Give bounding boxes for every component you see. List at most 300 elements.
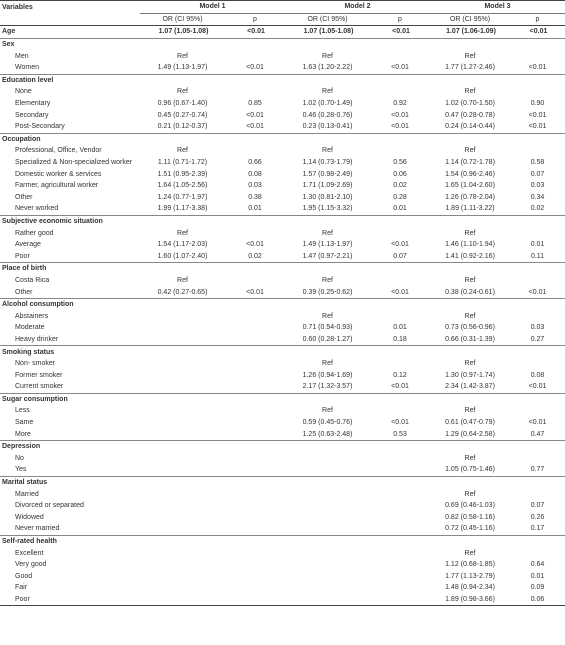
model-1-p-cell <box>225 523 285 535</box>
model-1-p-cell: <0.01 <box>246 111 264 119</box>
table-row <box>0 98 565 110</box>
model-2-or-cell: 0.39 (0.25-0.62) <box>302 288 353 296</box>
model-1-p-cell <box>225 559 285 571</box>
model-3-p-cell: 0.03 <box>530 324 545 332</box>
model-1-p-cell <box>225 263 285 275</box>
model-2-or-cell <box>285 476 370 488</box>
model-1-p-cell <box>225 417 285 429</box>
model-2-p-cell <box>370 464 430 476</box>
model-1-or-cell: 1.11 (0.71-1.72) <box>157 159 208 167</box>
model-3-p-cell: 0.90 <box>530 100 545 108</box>
model-3-p-cell: 0.08 <box>530 371 545 379</box>
model-1-p-cell <box>225 393 285 405</box>
model-2-p-cell <box>370 227 430 239</box>
model-1-or-cell: Ref <box>177 52 188 60</box>
model-2-or-header: OR (CI 95%) <box>285 13 370 26</box>
row-label: Non- smoker <box>15 360 56 368</box>
model-1-or-cell <box>140 358 225 370</box>
model-1-p-cell <box>225 50 285 62</box>
model-3-p-cell: 0.01 <box>530 572 545 580</box>
model-1-p-cell <box>225 535 285 547</box>
model-2-p-cell: <0.01 <box>391 419 409 427</box>
model-3-or-cell <box>430 476 510 488</box>
model-2-or-cell <box>285 215 370 227</box>
row-label: Professional, Office, Vendor <box>15 147 102 155</box>
table-row <box>0 145 565 157</box>
model-3-p-cell <box>510 535 565 547</box>
table-row <box>0 381 565 393</box>
model-1-p-cell <box>225 86 285 98</box>
model-3-p-cell: 0.64 <box>530 561 545 569</box>
model-3-or-cell: Ref <box>464 312 476 320</box>
model-3-p-cell <box>510 50 565 62</box>
model-2-p-cell: 0.18 <box>393 335 407 343</box>
row-label: Costa Rica <box>15 276 50 284</box>
model-1-or-cell: 1.24 (0.77-1.97) <box>157 193 208 201</box>
model-3-or-cell: 1.77 (1.27-2.46) <box>445 64 495 72</box>
header-row-stats <box>0 13 565 26</box>
row-label: More <box>15 430 31 438</box>
group-label: Smoking status <box>0 346 140 358</box>
model-2-or-cell <box>285 594 370 606</box>
table-group-row <box>0 346 565 358</box>
model-1-or-cell: Ref <box>177 229 188 237</box>
table-row <box>0 168 565 180</box>
model-3-or-cell <box>430 133 510 145</box>
model-2-p-cell: 0.07 <box>393 252 407 260</box>
model-3-or-cell: 0.73 (0.56-0.96) <box>445 324 495 332</box>
model-3-p-cell <box>510 38 565 50</box>
table-row <box>0 512 565 524</box>
model-2-or-cell <box>285 582 370 594</box>
model-2-or-cell <box>285 523 370 535</box>
table-row <box>0 369 565 381</box>
table-group-row <box>0 298 565 310</box>
row-label: Elementary <box>15 100 51 108</box>
row-label: Poor <box>15 252 30 260</box>
model-1-p-cell <box>225 275 285 287</box>
model-2-p-cell <box>370 346 430 358</box>
model-3-p-cell: 0.27 <box>530 335 545 343</box>
model-2-p-cell <box>370 275 430 287</box>
model-1-or-cell <box>140 594 225 606</box>
model-3-or-cell: 1.07 (1.06-1.09) <box>430 26 510 39</box>
row-label: Moderate <box>15 324 45 332</box>
model-1-or-cell: 1.60 (1.07-2.40) <box>157 252 208 260</box>
model-1-or-cell <box>140 476 225 488</box>
model-3-or-cell: 0.82 (0.58-1.16) <box>445 513 495 521</box>
row-label: Domestic worker & services <box>15 170 102 178</box>
model-2-p-cell: <0.01 <box>370 26 430 39</box>
table-row <box>0 417 565 429</box>
model-2-or-cell: 1.30 (0.81-2.10) <box>302 193 353 201</box>
model-2-or-cell <box>285 559 370 571</box>
model-3-or-cell <box>430 535 510 547</box>
model-3-or-cell: 1.41 (0.92-2.16) <box>445 252 495 260</box>
table-row <box>0 86 565 98</box>
table-row <box>0 500 565 512</box>
model-2-or-cell: Ref <box>322 360 333 368</box>
model-2-or-cell <box>285 547 370 559</box>
model-2-p-cell <box>370 310 430 322</box>
model-3-p-cell <box>510 488 565 500</box>
group-label: Age <box>0 26 140 39</box>
model-1-p-cell: <0.01 <box>246 64 264 72</box>
model-1-or-cell <box>140 488 225 500</box>
model-3-or-cell: 1.30 (0.97-1.74) <box>445 371 495 379</box>
table-row <box>0 405 565 417</box>
model-1-or-cell <box>140 381 225 393</box>
model-1-or-cell <box>140 405 225 417</box>
model-1-or-cell: 0.45 (0.27-0.74) <box>157 111 208 119</box>
model-1-p-cell <box>225 298 285 310</box>
table-row <box>0 250 565 262</box>
model-3-or-cell: 0.72 (0.45-1.16) <box>445 525 495 533</box>
row-label: Women <box>15 64 39 72</box>
model-1-p-cell <box>225 594 285 606</box>
model-2-p-cell: <0.01 <box>391 123 409 131</box>
row-label: Widowed <box>15 513 44 521</box>
model-1-or-cell: Ref <box>177 147 188 155</box>
model-1-p-cell <box>225 227 285 239</box>
model-2-p-cell: 0.28 <box>393 193 407 201</box>
table-row <box>0 559 565 571</box>
model-2-or-cell: 0.71 (0.54-0.93) <box>302 324 353 332</box>
model-1-or-cell <box>140 263 225 275</box>
model-1-p-cell <box>225 358 285 370</box>
model-2-p-cell <box>370 38 430 50</box>
model-2-or-cell: 1.71 (1.09-2.69) <box>302 182 353 190</box>
model-3-p-cell <box>510 145 565 157</box>
model-1-or-cell <box>140 571 225 583</box>
model-1-or-cell: 1.07 (1.05-1.08) <box>140 26 225 39</box>
model-2-or-cell <box>285 464 370 476</box>
row-label: Married <box>15 490 39 498</box>
table-group-row <box>0 440 565 452</box>
model-3-p-cell <box>510 547 565 559</box>
model-3-p-cell: 0.02 <box>530 205 545 213</box>
model-1-or-cell <box>140 464 225 476</box>
model-2-p-cell <box>370 523 430 535</box>
model-2-p-cell <box>370 559 430 571</box>
model-2-p-cell <box>370 571 430 583</box>
model-1-p-cell: 0.38 <box>248 193 262 201</box>
model-1-p-cell <box>225 346 285 358</box>
table-row <box>0 582 565 594</box>
header-blank-cell <box>0 13 140 26</box>
model-1-p-cell <box>225 488 285 500</box>
model-2-or-cell: Ref <box>322 407 333 415</box>
model-1-p-cell <box>225 405 285 417</box>
model-2-p-cell: <0.01 <box>391 64 409 72</box>
model-1-p-cell <box>225 334 285 346</box>
model-3-p-cell <box>510 298 565 310</box>
model-2-or-cell <box>285 393 370 405</box>
model-2-or-cell: 0.23 (0.13-0.41) <box>302 123 353 131</box>
table-row <box>0 358 565 370</box>
model-1-p-header: p <box>225 13 285 26</box>
model-3-p-cell: 0.34 <box>530 193 545 201</box>
model-2-p-cell <box>370 50 430 62</box>
model-2-p-cell <box>370 263 430 275</box>
model-3-or-cell: Ref <box>464 52 476 60</box>
model-3-or-cell: 1.05 (0.75-1.46) <box>445 466 495 474</box>
model-2-or-cell: 1.57 (0.98-2.49) <box>302 170 353 178</box>
model-3-p-cell: 0.07 <box>530 502 545 510</box>
model-3-p-cell: <0.01 <box>528 123 547 131</box>
model-2-or-cell: 1.95 (1.15-3.32) <box>302 205 353 213</box>
model-2-p-cell: <0.01 <box>391 288 409 296</box>
model-2-or-cell <box>285 500 370 512</box>
model-1-or-cell: 1.49 (1.13-1.97) <box>157 64 208 72</box>
model-1-p-cell <box>225 38 285 50</box>
model-3-or-cell: 1.02 (0.70-1.50) <box>445 100 495 108</box>
model-2-or-cell <box>285 440 370 452</box>
model-2-p-header: p <box>370 13 430 26</box>
row-label: Heavy drinker <box>15 335 59 343</box>
table-row <box>0 239 565 251</box>
model-1-p-cell <box>225 500 285 512</box>
model-3-or-cell <box>430 38 510 50</box>
model-3-or-cell: 1.46 (1.10-1.94) <box>445 241 495 249</box>
model-1-or-cell <box>140 346 225 358</box>
model-1-or-cell <box>140 369 225 381</box>
table-group-row <box>0 133 565 145</box>
model-1-or-cell: 0.96 (0.67-1.40) <box>157 100 208 108</box>
model-1-or-cell <box>140 74 225 86</box>
model-1-or-cell: 0.21 (0.12-0.37) <box>157 123 208 131</box>
table-group-row <box>0 476 565 488</box>
model-2-p-cell <box>370 488 430 500</box>
model-2-or-cell: 1.02 (0.70-1.49) <box>302 100 353 108</box>
model-2-or-cell <box>285 74 370 86</box>
model-3-p-cell <box>510 440 565 452</box>
model-1-or-cell <box>140 322 225 334</box>
model-2-p-cell <box>370 582 430 594</box>
model-1-or-cell <box>140 453 225 465</box>
model-1-or-header: OR (CI 95%) <box>140 13 225 26</box>
row-label: Average <box>15 241 41 249</box>
model-3-p-cell: <0.01 <box>528 288 547 296</box>
model-1-p-cell <box>225 453 285 465</box>
model-3-or-cell: 1.29 (0.64-2.58) <box>445 430 495 438</box>
table-row <box>0 428 565 440</box>
row-label: Excellent <box>15 549 44 557</box>
model-2-p-cell <box>370 133 430 145</box>
model-1-p-cell <box>225 428 285 440</box>
model-1-or-cell: 0.42 (0.27-0.65) <box>157 288 208 296</box>
model-1-p-cell: <0.01 <box>246 123 264 131</box>
model-2-p-cell <box>370 74 430 86</box>
model-3-p-cell: <0.01 <box>510 26 565 39</box>
model-1-p-cell <box>225 571 285 583</box>
row-label: Post-Secondary <box>15 123 65 131</box>
row-label: No <box>15 454 24 462</box>
model-3-or-cell <box>430 74 510 86</box>
model-3-or-cell <box>430 298 510 310</box>
model-3-p-cell: 0.11 <box>530 252 545 260</box>
table-group-row <box>0 38 565 50</box>
table-row <box>0 109 565 121</box>
model-3-or-cell: Ref <box>464 229 476 237</box>
model-1-p-cell: 0.66 <box>248 159 262 167</box>
table-group-row <box>0 535 565 547</box>
model-3-or-cell: 0.69 (0.46-1.03) <box>445 502 495 510</box>
model-1-p-cell <box>225 547 285 559</box>
table-row <box>0 594 565 606</box>
model-2-or-cell: 0.59 (0.45-0.76) <box>302 419 353 427</box>
row-label: Divorced or separated <box>15 502 84 510</box>
model-2-p-cell: <0.01 <box>391 111 409 119</box>
model-1-p-cell <box>225 310 285 322</box>
model-3-p-header: p <box>510 13 565 26</box>
model-1-or-cell: Ref <box>177 88 188 96</box>
row-label: Poor <box>0 594 140 606</box>
model-1-or-cell <box>140 559 225 571</box>
row-label: Specialized & Non-specialized worker <box>15 159 133 167</box>
group-label: Marital status <box>0 476 140 488</box>
model-1-p-cell <box>225 582 285 594</box>
table-row <box>0 488 565 500</box>
model-3-p-cell <box>510 74 565 86</box>
model-3-or-cell: Ref <box>464 490 476 498</box>
row-label: Less <box>15 407 30 415</box>
model-1-p-cell: <0.01 <box>225 26 285 39</box>
model-2-p-cell <box>370 594 430 606</box>
model-2-or-cell <box>285 38 370 50</box>
model-2-p-cell <box>370 145 430 157</box>
model-3-p-cell: <0.01 <box>528 111 547 119</box>
row-label: Very good <box>15 561 47 569</box>
group-label: Sugar consumption <box>0 393 140 405</box>
model-1-or-cell <box>140 512 225 524</box>
model-2-p-cell: 0.01 <box>393 205 407 213</box>
model-1-or-cell <box>140 547 225 559</box>
model-1-or-cell <box>140 393 225 405</box>
row-label: Same <box>15 419 34 427</box>
model-2-p-cell: 0.56 <box>393 159 407 167</box>
model-2-p-cell <box>370 86 430 98</box>
model-3-p-cell <box>510 346 565 358</box>
model-3-or-cell: 0.66 (0.31-1.39) <box>445 335 495 343</box>
model-3-p-cell: 0.58 <box>530 159 545 167</box>
model-3-or-cell: 1.89 (0.98-3.66) <box>430 594 510 606</box>
table-row <box>0 453 565 465</box>
row-label: Farmer, agricultural worker <box>15 182 99 190</box>
group-label: Subjective economic situation <box>0 215 140 227</box>
model-3-p-cell: 0.06 <box>510 594 565 606</box>
table-group-row <box>0 74 565 86</box>
variables-header: Variables <box>0 1 140 14</box>
model-1-or-cell <box>140 523 225 535</box>
model-2-p-cell <box>370 298 430 310</box>
model-1-p-cell: 0.03 <box>248 182 262 190</box>
model-2-p-cell: 0.06 <box>393 170 407 178</box>
model-3-or-cell: 1.65 (1.04-2.60) <box>445 182 495 190</box>
model-3-p-cell <box>510 227 565 239</box>
model-2-p-cell: 0.53 <box>393 430 407 438</box>
model-3-or-cell <box>430 263 510 275</box>
model-2-or-cell: Ref <box>322 276 333 284</box>
model-1-or-cell <box>140 582 225 594</box>
model-2-or-cell <box>285 346 370 358</box>
model-2-p-cell: 0.02 <box>393 182 407 190</box>
model-3-or-cell: 1.26 (0.78-2.04) <box>445 193 495 201</box>
model-2-p-cell <box>370 215 430 227</box>
row-label: Rather good <box>15 229 54 237</box>
model-3-or-cell: Ref <box>464 454 476 462</box>
model-2-or-cell: 1.25 (0.63-2.48) <box>302 430 353 438</box>
model-1-p-cell <box>225 476 285 488</box>
table-group-row <box>0 263 565 275</box>
table-body <box>0 26 565 606</box>
table-row <box>0 62 565 74</box>
model-2-p-cell <box>370 453 430 465</box>
group-label: Sex <box>0 38 140 50</box>
model-1-p-cell: 0.02 <box>248 252 262 260</box>
row-label: Never worked <box>15 205 59 213</box>
model-3-p-cell <box>510 476 565 488</box>
model-1-p-cell: 0.85 <box>248 100 262 108</box>
model-3-or-cell: 0.61 (0.47-0.79) <box>445 419 495 427</box>
model-3-p-cell: 0.26 <box>530 513 545 521</box>
table-group-row <box>0 26 565 39</box>
model-1-or-cell: 1.64 (1.05-2.56) <box>157 182 208 190</box>
model-3-or-cell: Ref <box>464 360 476 368</box>
model-2-or-cell: Ref <box>322 147 333 155</box>
model-3-or-cell: 0.47 (0.28-0.78) <box>445 111 495 119</box>
model-2-header: Model 2 <box>285 1 430 14</box>
model-1-or-cell <box>140 417 225 429</box>
model-1-p-cell: 0.01 <box>248 205 262 213</box>
model-3-p-cell <box>510 405 565 417</box>
model-1-or-cell <box>140 310 225 322</box>
model-3-p-cell: 0.77 <box>530 466 545 474</box>
row-label: Abstainers <box>15 312 49 320</box>
model-2-or-cell <box>285 298 370 310</box>
model-2-p-cell <box>370 440 430 452</box>
table-row <box>0 121 565 133</box>
model-1-p-cell <box>225 145 285 157</box>
model-2-or-cell: Ref <box>322 88 333 96</box>
group-label: Self-rated health <box>0 535 140 547</box>
table-row <box>0 286 565 298</box>
model-1-p-cell <box>225 322 285 334</box>
table-row <box>0 192 565 204</box>
model-3-or-header: OR (CI 95%) <box>430 13 510 26</box>
row-label: Other <box>15 193 33 201</box>
model-3-or-cell: 0.38 (0.24-0.61) <box>445 288 495 296</box>
model-3-p-cell <box>510 358 565 370</box>
table-row <box>0 310 565 322</box>
model-1-p-cell: <0.01 <box>246 241 264 249</box>
model-3-or-cell <box>430 346 510 358</box>
table-row <box>0 157 565 169</box>
table-header <box>0 1 565 26</box>
table-row <box>0 334 565 346</box>
row-label: Secondary <box>15 111 49 119</box>
model-1-header: Model 1 <box>140 1 285 14</box>
row-label: Current smoker <box>15 383 64 391</box>
model-3-or-cell: Ref <box>464 88 476 96</box>
model-3-p-cell: <0.01 <box>528 419 547 427</box>
model-2-p-cell <box>370 512 430 524</box>
model-1-or-cell <box>140 535 225 547</box>
row-label: Former smoker <box>15 371 63 379</box>
model-2-or-cell <box>285 488 370 500</box>
model-2-p-cell <box>370 547 430 559</box>
model-3-p-cell: 0.17 <box>530 525 545 533</box>
